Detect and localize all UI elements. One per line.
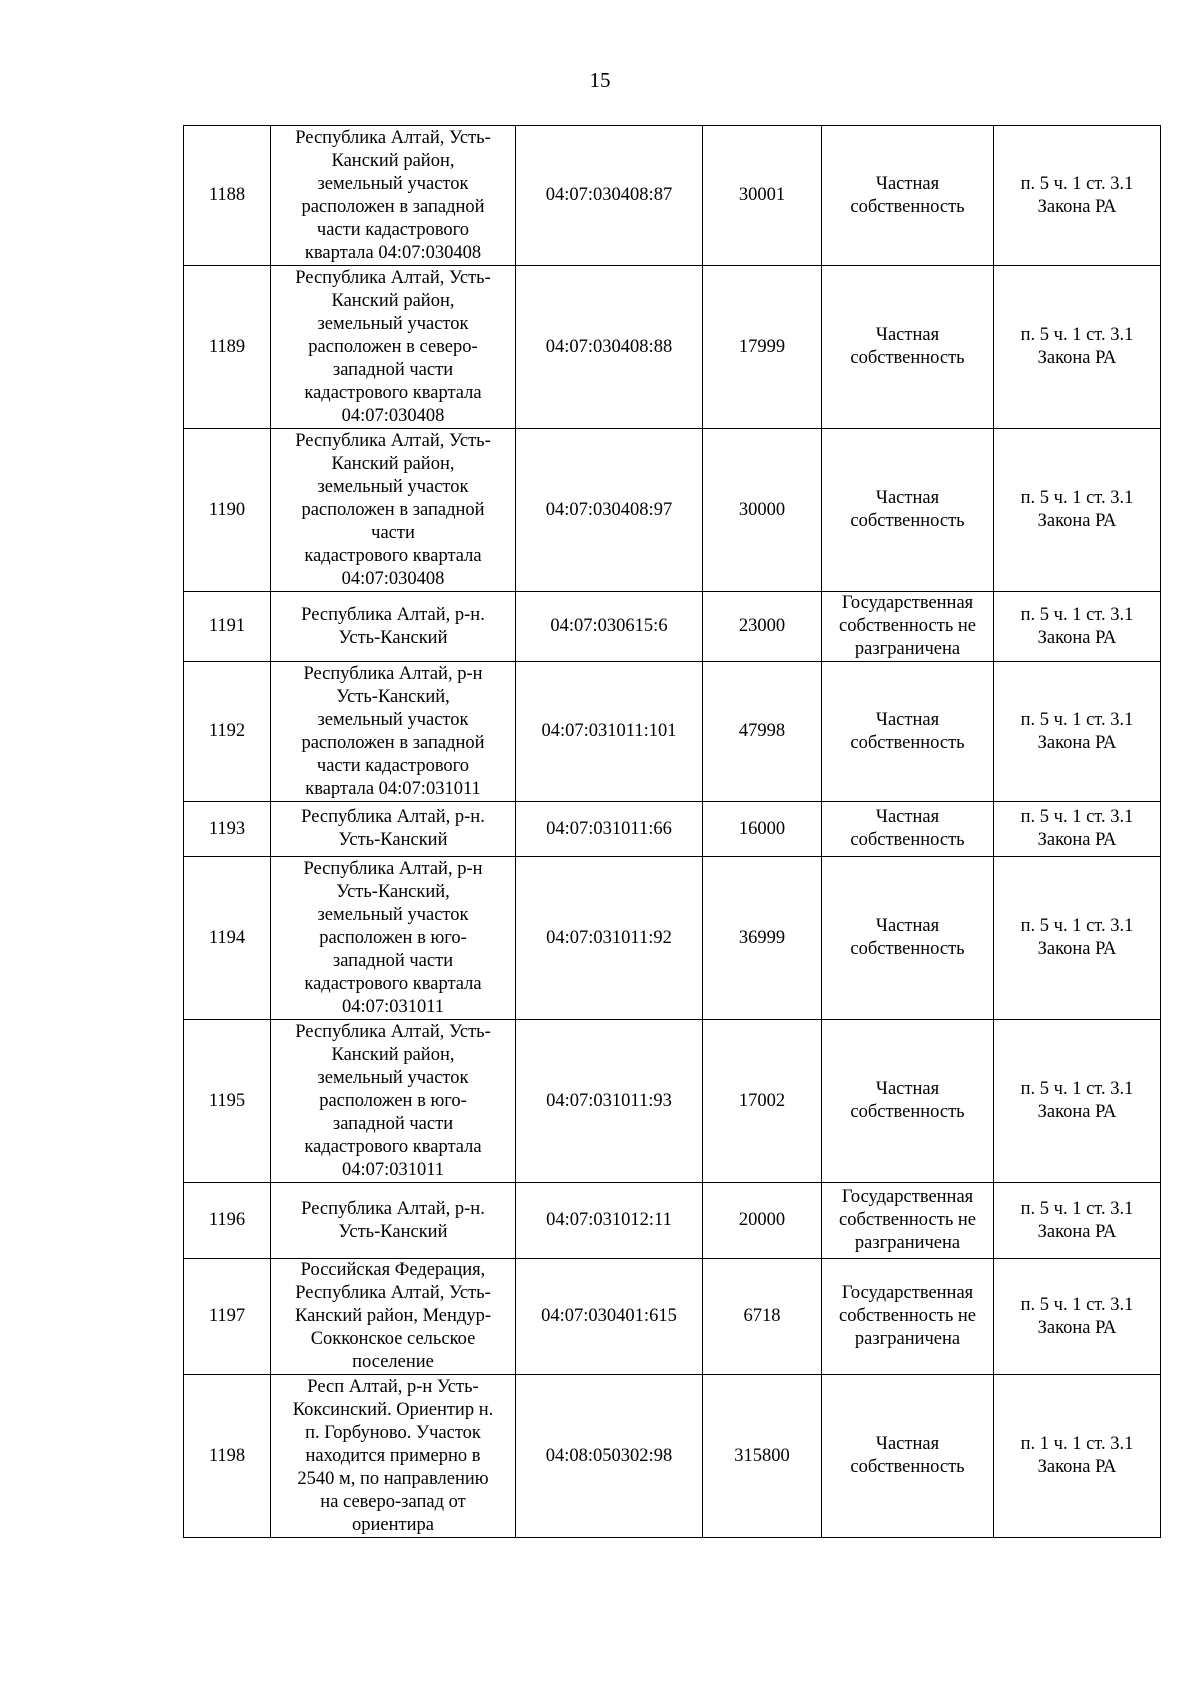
ownership-cell: Частная собственность <box>822 429 994 592</box>
row-number-cell: 1194 <box>184 857 271 1020</box>
row-number-cell: 1191 <box>184 592 271 662</box>
address-cell: Республика Алтай, р-н. Усть-Канский <box>271 592 516 662</box>
address-cell: Республика Алтай, Усть- Канский район, земельный участок расположен в западной части кадастрового квартала 04:07:030408 <box>271 126 516 266</box>
table-row <box>184 662 1161 802</box>
address-cell: Республика Алтай, р-н. Усть-Канский <box>271 1183 516 1259</box>
ownership-cell: Частная собственность <box>822 1020 994 1183</box>
legal-basis-cell: п. 5 ч. 1 ст. 3.1 Закона РА <box>994 662 1161 802</box>
legal-basis-cell: п. 5 ч. 1 ст. 3.1 Закона РА <box>994 1020 1161 1183</box>
cadastral-number-cell: 04:07:031011:101 <box>516 662 703 802</box>
area-cell: 17002 <box>703 1020 822 1183</box>
address-cell: Российская Федерация, Республика Алтай, Усть- Канский район, Мендур- Сокконское сельское поселение <box>271 1259 516 1375</box>
table-row <box>184 1183 1161 1259</box>
address-cell: Республика Алтай, р-н Усть-Канский, земельный участок расположен в западной части кадастрового квартала 04:07:031011 <box>271 662 516 802</box>
area-cell: 315800 <box>703 1375 822 1538</box>
row-number-cell: 1196 <box>184 1183 271 1259</box>
ownership-cell: Государственная собственность не разграничена <box>822 1183 994 1259</box>
area-cell: 30001 <box>703 126 822 266</box>
cadastral-number-cell: 04:07:030401:615 <box>516 1259 703 1375</box>
land-registry-table <box>183 125 1161 1538</box>
address-cell: Республика Алтай, р-н. Усть-Канский <box>271 802 516 857</box>
page-number: 15 <box>589 68 611 92</box>
cadastral-number-cell: 04:07:031011:93 <box>516 1020 703 1183</box>
area-cell: 30000 <box>703 429 822 592</box>
table-row <box>184 1375 1161 1538</box>
table-row <box>184 592 1161 662</box>
address-cell: Респ Алтай, р-н Усть- Коксинский. Ориентир н. п. Горбуново. Участок находится примерно в 2540 м, по направлению на северо-запад от ориентира <box>271 1375 516 1538</box>
address-cell: Республика Алтай, р-н Усть-Канский, земельный участок расположен в юго- западной части кадастрового квартала 04:07:031011 <box>271 857 516 1020</box>
cadastral-number-cell: 04:07:030408:88 <box>516 266 703 429</box>
row-number-cell: 1189 <box>184 266 271 429</box>
cadastral-number-cell: 04:07:031011:66 <box>516 802 703 857</box>
ownership-cell: Частная собственность <box>822 266 994 429</box>
ownership-cell: Государственная собственность не разграничена <box>822 1259 994 1375</box>
table-row <box>184 266 1161 429</box>
legal-basis-cell: п. 5 ч. 1 ст. 3.1 Закона РА <box>994 429 1161 592</box>
legal-basis-cell: п. 5 ч. 1 ст. 3.1 Закона РА <box>994 802 1161 857</box>
area-cell: 47998 <box>703 662 822 802</box>
cadastral-number-cell: 04:08:050302:98 <box>516 1375 703 1538</box>
row-number-cell: 1198 <box>184 1375 271 1538</box>
ownership-cell: Частная собственность <box>822 802 994 857</box>
table-body <box>184 126 1161 1538</box>
area-cell: 6718 <box>703 1259 822 1375</box>
ownership-cell: Частная собственность <box>822 857 994 1020</box>
area-cell: 23000 <box>703 592 822 662</box>
legal-basis-cell: п. 5 ч. 1 ст. 3.1 Закона РА <box>994 857 1161 1020</box>
table-row <box>184 126 1161 266</box>
cadastral-number-cell: 04:07:031011:92 <box>516 857 703 1020</box>
cadastral-number-cell: 04:07:031012:11 <box>516 1183 703 1259</box>
area-cell: 36999 <box>703 857 822 1020</box>
cadastral-number-cell: 04:07:030408:87 <box>516 126 703 266</box>
row-number-cell: 1188 <box>184 126 271 266</box>
row-number-cell: 1192 <box>184 662 271 802</box>
legal-basis-cell: п. 1 ч. 1 ст. 3.1 Закона РА <box>994 1375 1161 1538</box>
address-cell: Республика Алтай, Усть- Канский район, земельный участок расположен в северо- западной части кадастрового квартала 04:07:030408 <box>271 266 516 429</box>
ownership-cell: Частная собственность <box>822 1375 994 1538</box>
ownership-cell: Частная собственность <box>822 662 994 802</box>
legal-basis-cell: п. 5 ч. 1 ст. 3.1 Закона РА <box>994 266 1161 429</box>
ownership-cell: Частная собственность <box>822 126 994 266</box>
address-cell: Республика Алтай, Усть- Канский район, земельный участок расположен в юго- западной части кадастрового квартала 04:07:031011 <box>271 1020 516 1183</box>
table-row <box>184 429 1161 592</box>
legal-basis-cell: п. 5 ч. 1 ст. 3.1 Закона РА <box>994 126 1161 266</box>
address-cell: Республика Алтай, Усть- Канский район, земельный участок расположен в западной части кадастрового квартала 04:07:030408 <box>271 429 516 592</box>
legal-basis-cell: п. 5 ч. 1 ст. 3.1 Закона РА <box>994 1259 1161 1375</box>
row-number-cell: 1193 <box>184 802 271 857</box>
area-cell: 16000 <box>703 802 822 857</box>
cadastral-number-cell: 04:07:030408:97 <box>516 429 703 592</box>
legal-basis-cell: п. 5 ч. 1 ст. 3.1 Закона РА <box>994 592 1161 662</box>
row-number-cell: 1190 <box>184 429 271 592</box>
legal-basis-cell: п. 5 ч. 1 ст. 3.1 Закона РА <box>994 1183 1161 1259</box>
table-row <box>184 1259 1161 1375</box>
ownership-cell: Государственная собственность не разграничена <box>822 592 994 662</box>
cadastral-number-cell: 04:07:030615:6 <box>516 592 703 662</box>
area-cell: 17999 <box>703 266 822 429</box>
table-row <box>184 1020 1161 1183</box>
row-number-cell: 1197 <box>184 1259 271 1375</box>
area-cell: 20000 <box>703 1183 822 1259</box>
table-row <box>184 857 1161 1020</box>
row-number-cell: 1195 <box>184 1020 271 1183</box>
table-row <box>184 802 1161 857</box>
